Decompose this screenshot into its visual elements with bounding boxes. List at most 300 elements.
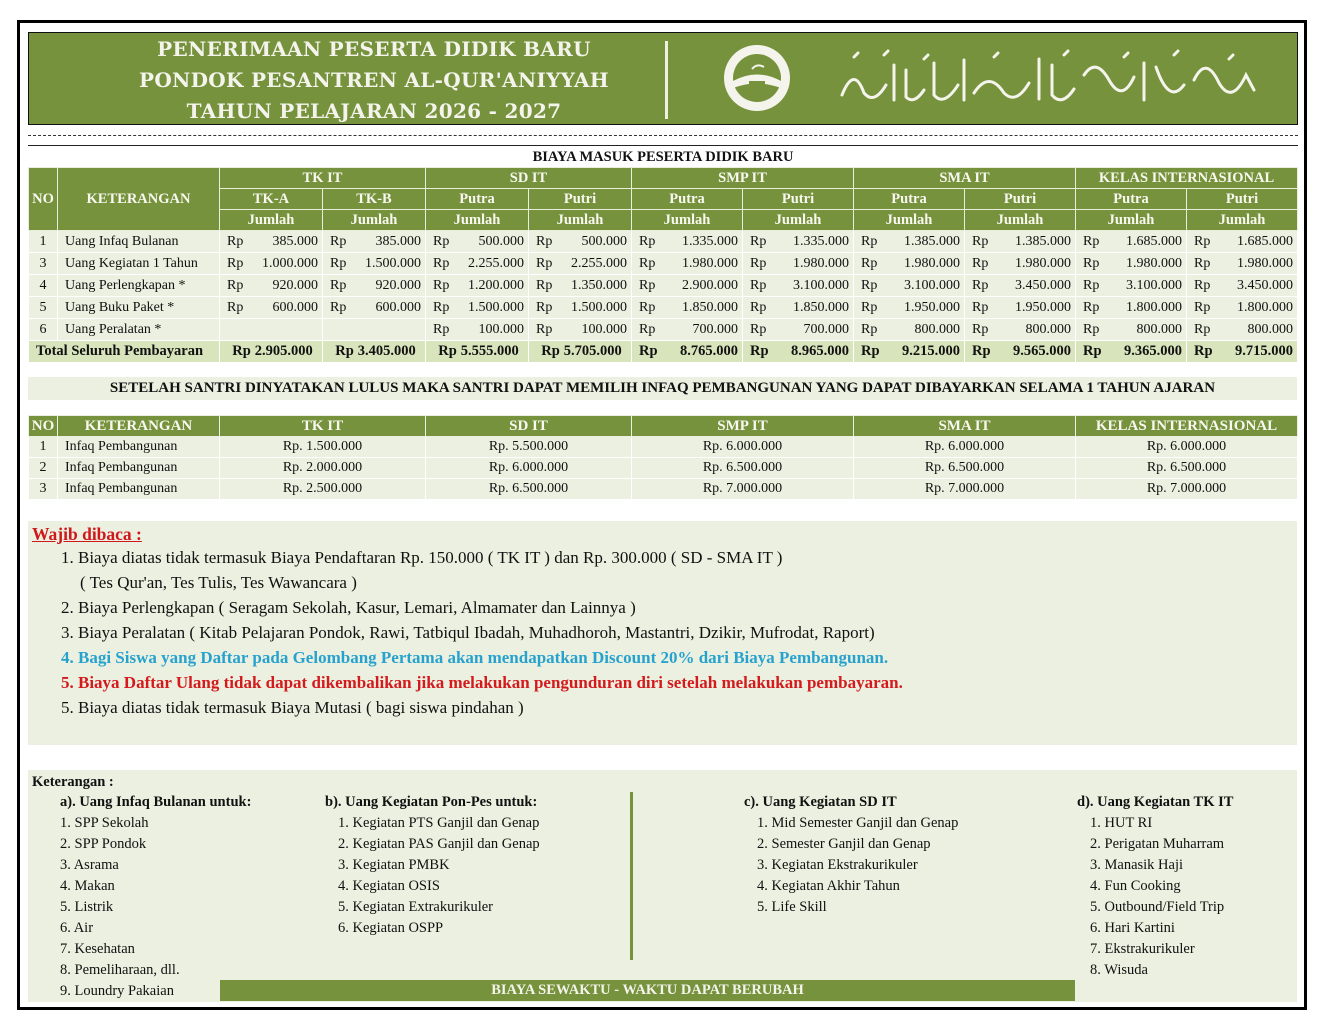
group-header-sd: SD IT <box>426 168 632 189</box>
fees-table <box>28 148 1298 363</box>
fee-value: 1.500.000 <box>571 299 627 315</box>
fee-value: 920.000 <box>272 277 318 293</box>
sub-header: Putri <box>529 189 632 210</box>
fee-cell <box>1187 319 1298 341</box>
total-cell <box>1187 341 1298 363</box>
currency-label: Rp <box>536 299 553 315</box>
arabic-calligraphy-icon <box>834 45 1262 111</box>
fee-cell <box>1187 297 1298 319</box>
fee-value: 2.900.000 <box>682 277 738 293</box>
currency-label: Rp <box>1083 277 1100 293</box>
row-number: 5 <box>29 297 58 319</box>
table-row <box>29 253 1298 275</box>
note-line: 5. Biaya diatas tidak termasuk Biaya Mutasi ( bagi siswa pindahan ) <box>61 698 524 717</box>
fee-cell <box>426 275 529 297</box>
total-cell <box>854 341 965 363</box>
currency-label: Rp <box>1083 343 1102 359</box>
currency-label: Rp <box>861 321 878 337</box>
currency-label: Rp <box>227 277 244 293</box>
group-header-smp: SMP IT <box>632 168 854 189</box>
fee-value: 2.255.000 <box>571 255 627 271</box>
infaq-col-header: KETERANGAN <box>58 416 220 437</box>
section-heading: a). Uang Infaq Bulanan untuk: <box>60 794 252 810</box>
jumlah-header: Jumlah <box>854 210 965 231</box>
fee-value: 1.980.000 <box>1015 255 1071 271</box>
sub-header: Putri <box>965 189 1076 210</box>
currency-label: Rp <box>1083 255 1100 271</box>
total-cell <box>426 341 529 363</box>
list-item: 2. Semester Ganjil dan Genap <box>757 836 931 852</box>
infaq-value: Rp. 7.000.000 <box>854 479 1076 500</box>
total-label: Total Seluruh Pembayaran <box>29 341 220 363</box>
currency-label: Rp <box>861 255 878 271</box>
row-number: 2 <box>29 458 58 479</box>
keterangan-section-a <box>60 794 251 1004</box>
fee-value: 700.000 <box>803 321 849 337</box>
fee-cell <box>1187 231 1298 253</box>
currency-label: Rp <box>639 299 656 315</box>
currency-label: Rp <box>972 299 989 315</box>
fee-cell <box>1076 319 1187 341</box>
fee-cell <box>965 275 1076 297</box>
currency-label: Rp <box>536 233 553 249</box>
row-label: Uang Perlengkapan * <box>58 275 220 297</box>
row-label: Infaq Pembangunan <box>58 458 220 479</box>
fee-value: 1.980.000 <box>1126 255 1182 271</box>
sub-header: Putra <box>426 189 529 210</box>
currency-label: Rp <box>750 277 767 293</box>
infaq-value: Rp. 6.500.000 <box>632 458 854 479</box>
table-row <box>29 458 1298 479</box>
jumlah-header: Jumlah <box>1187 210 1298 231</box>
list-item: 5. Life Skill <box>757 899 827 915</box>
fee-value: 600.000 <box>375 299 421 315</box>
currency-label: Rp <box>750 233 767 249</box>
currency-label: Rp <box>972 343 991 359</box>
fee-cell <box>1076 253 1187 275</box>
fee-cell <box>220 253 323 275</box>
section-heading: b). Uang Kegiatan Pon-Pes untuk: <box>325 794 538 810</box>
sub-header: Putra <box>1076 189 1187 210</box>
row-label: Uang Kegiatan 1 Tahun <box>58 253 220 275</box>
total-cell <box>529 341 632 363</box>
currency-label: Rp <box>536 277 553 293</box>
fee-cell <box>965 231 1076 253</box>
fee-cell <box>1076 275 1187 297</box>
currency-label: Rp <box>750 321 767 337</box>
currency-label: Rp <box>861 277 878 293</box>
fee-value: 800.000 <box>914 321 960 337</box>
total-value: 5.555.000 <box>460 343 519 359</box>
infaq-value: Rp. 7.000.000 <box>632 479 854 500</box>
row-label: Uang Peralatan * <box>58 319 220 341</box>
table-row <box>29 231 1298 253</box>
currency-label: Rp <box>972 277 989 293</box>
fee-cell <box>323 275 426 297</box>
fee-cell <box>323 253 426 275</box>
fee-cell <box>220 297 323 319</box>
group-header-internasional: KELAS INTERNASIONAL <box>1076 168 1298 189</box>
currency-label: Rp <box>639 255 656 271</box>
list-item: 6. Hari Kartini <box>1090 920 1175 936</box>
currency-label: Rp <box>639 343 658 359</box>
fee-cell <box>426 231 529 253</box>
fee-cell <box>854 297 965 319</box>
fee-value: 1.950.000 <box>1015 299 1071 315</box>
currency-label: Rp <box>536 255 553 271</box>
currency-label: Rp <box>861 299 878 315</box>
infaq-col-header: NO <box>29 416 58 437</box>
currency-label: Rp <box>536 321 553 337</box>
row-label: Infaq Pembangunan <box>58 437 220 458</box>
list-item: 1. Kegiatan PTS Ganjil dan Genap <box>338 815 540 831</box>
list-item: 2. SPP Pondok <box>60 836 147 852</box>
row-number: 1 <box>29 437 58 458</box>
fee-cell <box>632 275 743 297</box>
fee-cell <box>632 319 743 341</box>
currency-label: Rp <box>227 299 244 315</box>
fee-value: 1.500.000 <box>365 255 421 271</box>
currency-label: Rp <box>330 233 347 249</box>
infaq-value: Rp. 6.000.000 <box>426 458 632 479</box>
note-line: 1. Biaya diatas tidak termasuk Biaya Pendaftaran Rp. 150.000 ( TK IT ) dan Rp. 300.000 ( SD - SMA IT ) <box>61 548 783 567</box>
infaq-col-header: SD IT <box>426 416 632 437</box>
infaq-banner: SETELAH SANTRI DINYATAKAN LULUS MAKA SANTRI DAPAT MEMILIH INFAQ PEMBANGUNAN YANG DAPAT DIBAYARKAN SELAMA 1 TAHUN AJARAN <box>28 377 1297 400</box>
infaq-value: Rp. 6.500.000 <box>426 479 632 500</box>
keterangan-section-c <box>744 794 958 920</box>
fee-cell <box>743 275 854 297</box>
fee-cell <box>965 297 1076 319</box>
fee-cell <box>854 275 965 297</box>
currency-label: Rp <box>972 321 989 337</box>
list-item: 6. Kegiatan OSPP <box>338 920 444 936</box>
fee-value: 1.385.000 <box>1015 233 1071 249</box>
fee-value: 920.000 <box>375 277 421 293</box>
sub-header: Putri <box>1187 189 1298 210</box>
fee-cell <box>426 297 529 319</box>
list-item: 3. Kegiatan PMBK <box>338 857 450 873</box>
keterangan-section-b <box>325 794 540 941</box>
fee-cell <box>1187 275 1298 297</box>
fee-cell <box>220 275 323 297</box>
total-cell <box>323 341 426 363</box>
row-label: Infaq Pembangunan <box>58 479 220 500</box>
list-item: 4. Makan <box>60 878 115 894</box>
table-row <box>29 437 1298 458</box>
fee-value: 1.800.000 <box>1126 299 1182 315</box>
infaq-table <box>28 415 1298 500</box>
fee-value: 500.000 <box>581 233 627 249</box>
fee-value: 100.000 <box>478 321 524 337</box>
infaq-value: Rp. 5.500.000 <box>426 437 632 458</box>
currency-label: Rp <box>972 255 989 271</box>
currency-label: Rp <box>639 277 656 293</box>
list-item: 4. Fun Cooking <box>1090 878 1181 894</box>
list-item: 2. Perigatan Muharram <box>1090 836 1225 852</box>
group-header-tk: TK IT <box>220 168 426 189</box>
jumlah-header: Jumlah <box>743 210 854 231</box>
infaq-value: Rp. 7.000.000 <box>1076 479 1298 500</box>
currency-label: Rp <box>433 233 450 249</box>
fee-value: 385.000 <box>375 233 421 249</box>
total-cell <box>965 341 1076 363</box>
fee-value: 700.000 <box>692 321 738 337</box>
fee-cell <box>426 319 529 341</box>
header-banner <box>28 32 1298 125</box>
infaq-col-header: SMA IT <box>854 416 1076 437</box>
infaq-value: Rp. 6.500.000 <box>1076 458 1298 479</box>
list-item: 3. Manasik Haji <box>1090 857 1184 873</box>
currency-label: Rp <box>1194 255 1211 271</box>
total-cell <box>632 341 743 363</box>
currency-label: Rp <box>330 299 347 315</box>
list-item: 1. HUT RI <box>1090 815 1153 831</box>
header-title-line-3: TAHUN PELAJARAN 2026 - 2027 <box>186 99 562 123</box>
fee-value: 1.980.000 <box>793 255 849 271</box>
list-item: 3. Kegiatan Ekstrakurikuler <box>757 857 918 873</box>
currency-label: Rp <box>433 277 450 293</box>
sub-header: TK-B <box>323 189 426 210</box>
fee-value: 1.980.000 <box>904 255 960 271</box>
fee-value: 1.980.000 <box>1237 255 1294 271</box>
fee-value: 1.850.000 <box>682 299 738 315</box>
fee-cell <box>323 319 426 341</box>
row-number: 6 <box>29 319 58 341</box>
currency-label: Rp <box>1083 321 1100 337</box>
currency-label: Rp <box>438 343 457 359</box>
fee-cell <box>743 231 854 253</box>
row-number: 1 <box>29 231 58 253</box>
currency-label: Rp <box>750 343 769 359</box>
fee-cell <box>529 297 632 319</box>
currency-label: Rp <box>861 233 878 249</box>
school-logo-icon <box>722 43 792 113</box>
table-row <box>29 275 1298 297</box>
list-item: 4. Kegiatan OSIS <box>338 878 440 894</box>
row-label: Uang Buku Paket * <box>58 297 220 319</box>
fee-cell <box>529 275 632 297</box>
fee-value: 3.450.000 <box>1237 277 1294 293</box>
fees-table-caption: BIAYA MASUK PESERTA DIDIK BARU <box>29 148 1298 168</box>
currency-label: Rp <box>639 321 656 337</box>
jumlah-header: Jumlah <box>426 210 529 231</box>
list-item: 5. Outbound/Field Trip <box>1090 899 1225 915</box>
currency-label: Rp <box>433 255 450 271</box>
infaq-value: Rp. 6.500.000 <box>854 458 1076 479</box>
total-row <box>29 341 1298 363</box>
fee-cell <box>220 319 323 341</box>
note-line: 4. Bagi Siswa yang Daftar pada Gelombang Pertama akan mendapatkan Discount 20% dari Biaya Pembangunan. <box>61 648 889 667</box>
table-row <box>29 297 1298 319</box>
list-item: 1. Mid Semester Ganjil dan Genap <box>757 815 959 831</box>
currency-label: Rp <box>1083 233 1100 249</box>
dashed-divider <box>28 135 1298 136</box>
fee-value: 1.335.000 <box>793 233 849 249</box>
fee-cell <box>323 297 426 319</box>
jumlah-header: Jumlah <box>1076 210 1187 231</box>
note-line: 3. Biaya Peralatan ( Kitab Pelajaran Pondok, Rawi, Tatbiqul Ibadah, Muhadhoroh, Mastantri, Dzikir, Mufrodat, Raport) <box>61 623 875 642</box>
list-item: 6. Air <box>60 920 94 936</box>
fee-cell <box>220 231 323 253</box>
fee-cell <box>1187 253 1298 275</box>
sub-header: Putra <box>854 189 965 210</box>
fee-value: 1.685.000 <box>1126 233 1182 249</box>
fee-value: 100.000 <box>581 321 627 337</box>
fee-cell <box>1076 231 1187 253</box>
fee-cell <box>854 253 965 275</box>
fee-value: 1.350.000 <box>571 277 627 293</box>
notes-panel <box>28 521 1297 745</box>
keterangan-panel <box>28 770 1297 1002</box>
list-item: 9. Loundry Pakaian <box>60 983 174 999</box>
fee-value: 2.255.000 <box>468 255 524 271</box>
currency-label: Rp <box>227 233 244 249</box>
header-title-line-1: PENERIMAAN PESERTA DIDIK BARU <box>157 37 591 61</box>
fee-value: 800.000 <box>1025 321 1071 337</box>
group-header-sma: SMA IT <box>854 168 1076 189</box>
fee-value: 385.000 <box>272 233 318 249</box>
infaq-col-header: KELAS INTERNASIONAL <box>1076 416 1298 437</box>
keterangan-section-d <box>1077 794 1233 983</box>
total-cell <box>743 341 854 363</box>
currency-label: Rp <box>433 299 450 315</box>
fee-value: 1.200.000 <box>468 277 524 293</box>
currency-label: Rp <box>750 299 767 315</box>
infaq-value: Rp. 6.000.000 <box>632 437 854 458</box>
infaq-col-header: SMP IT <box>632 416 854 437</box>
row-number: 4 <box>29 275 58 297</box>
currency-label: Rp <box>1194 343 1213 359</box>
currency-label: Rp <box>232 343 251 359</box>
sub-header: Putra <box>632 189 743 210</box>
list-item: 4. Kegiatan Akhir Tahun <box>757 878 900 894</box>
col-header-no: NO <box>29 168 58 231</box>
note-line: 2. Biaya Perlengkapan ( Seragam Sekolah, Kasur, Lemari, Almamater dan Lainnya ) <box>61 598 636 617</box>
col-header-keterangan: KETERANGAN <box>58 168 220 231</box>
table-row <box>29 479 1298 500</box>
note-line: ( Tes Qur'an, Tes Tulis, Tes Wawancara ) <box>80 573 357 592</box>
currency-label: Rp <box>330 255 347 271</box>
fee-value: 1.385.000 <box>904 233 960 249</box>
total-value: 5.705.000 <box>563 343 622 359</box>
fee-value: 500.000 <box>478 233 524 249</box>
list-item: 7. Kesehatan <box>60 941 135 957</box>
list-item: 7. Ekstrakurikuler <box>1090 941 1195 957</box>
section-heading: d). Uang Kegiatan TK IT <box>1077 794 1234 810</box>
jumlah-header: Jumlah <box>632 210 743 231</box>
fee-cell <box>632 297 743 319</box>
list-item: 1. SPP Sekolah <box>60 815 149 831</box>
currency-label: Rp <box>1194 277 1211 293</box>
fee-value: 1.980.000 <box>682 255 738 271</box>
keterangan-label: Keterangan : <box>32 774 114 790</box>
currency-label: Rp <box>750 255 767 271</box>
total-cell <box>220 341 323 363</box>
total-value: 9.365.000 <box>1124 343 1182 359</box>
total-value: 9.215.000 <box>902 343 960 359</box>
total-cell <box>1076 341 1187 363</box>
list-item: 5. Listrik <box>60 899 114 915</box>
fee-cell <box>323 231 426 253</box>
fee-value: 1.800.000 <box>1237 299 1294 315</box>
total-value: 2.905.000 <box>254 343 313 359</box>
fee-value: 600.000 <box>272 299 318 315</box>
jumlah-header: Jumlah <box>220 210 323 231</box>
fee-cell <box>743 297 854 319</box>
currency-label: Rp <box>1194 321 1211 337</box>
note-line: 5. Biaya Daftar Ulang tidak dapat dikembalikan jika melakukan pengunduran diri setelah melakukan pembayaran. <box>61 673 903 692</box>
infaq-value: Rp. 1.500.000 <box>220 437 426 458</box>
currency-label: Rp <box>330 277 347 293</box>
total-value: 8.965.000 <box>791 343 849 359</box>
fee-value: 1.950.000 <box>904 299 960 315</box>
currency-label: Rp <box>639 233 656 249</box>
table-row <box>29 319 1298 341</box>
fee-cell <box>632 253 743 275</box>
notes-title: Wajib dibaca : <box>32 524 142 544</box>
jumlah-header: Jumlah <box>965 210 1076 231</box>
row-number: 3 <box>29 479 58 500</box>
currency-label: Rp <box>972 233 989 249</box>
fee-value: 3.100.000 <box>904 277 960 293</box>
vertical-divider <box>630 792 633 960</box>
total-value: 3.405.000 <box>357 343 416 359</box>
infaq-value: Rp. 6.000.000 <box>1076 437 1298 458</box>
currency-label: Rp <box>1194 299 1211 315</box>
fee-cell <box>426 253 529 275</box>
fee-cell <box>529 231 632 253</box>
row-label: Uang Infaq Bulanan <box>58 231 220 253</box>
infaq-value: Rp. 2.500.000 <box>220 479 426 500</box>
fee-cell <box>854 319 965 341</box>
fee-cell <box>529 319 632 341</box>
currency-label: Rp <box>541 343 560 359</box>
section-heading: c). Uang Kegiatan SD IT <box>744 794 897 810</box>
infaq-col-header: TK IT <box>220 416 426 437</box>
list-item: 8. Pemeliharaan, dll. <box>60 962 180 978</box>
currency-label: Rp <box>433 321 450 337</box>
fee-cell <box>743 319 854 341</box>
currency-label: Rp <box>335 343 354 359</box>
fee-cell <box>632 231 743 253</box>
footer-notice: BIAYA SEWAKTU - WAKTU DAPAT BERUBAH <box>220 980 1075 1001</box>
fee-value: 1.500.000 <box>468 299 524 315</box>
fee-value: 1.685.000 <box>1237 233 1294 249</box>
list-item: 2. Kegiatan PAS Ganjil dan Genap <box>338 836 540 852</box>
fee-cell <box>965 319 1076 341</box>
fee-value: 800.000 <box>1247 321 1294 337</box>
infaq-value: Rp. 6.000.000 <box>854 437 1076 458</box>
sub-header: Putri <box>743 189 854 210</box>
fee-cell <box>965 253 1076 275</box>
jumlah-header: Jumlah <box>323 210 426 231</box>
list-item: 8. Wisuda <box>1090 962 1148 978</box>
header-title-line-2: PONDOK PESANTREN AL-QUR'ANIYYAH <box>138 68 609 92</box>
currency-label: Rp <box>1083 299 1100 315</box>
currency-label: Rp <box>861 343 880 359</box>
infaq-value: Rp. 2.000.000 <box>220 458 426 479</box>
fee-cell <box>529 253 632 275</box>
fee-value: 3.450.000 <box>1015 277 1071 293</box>
fee-cell <box>743 253 854 275</box>
total-value: 9.565.000 <box>1013 343 1071 359</box>
currency-label: Rp <box>227 255 244 271</box>
fee-value: 1.000.000 <box>262 255 318 271</box>
fee-cell <box>1076 297 1187 319</box>
currency-label: Rp <box>1194 233 1211 249</box>
fee-value: 3.100.000 <box>793 277 849 293</box>
list-item: 5. Kegiatan Extrakurikuler <box>338 899 494 915</box>
